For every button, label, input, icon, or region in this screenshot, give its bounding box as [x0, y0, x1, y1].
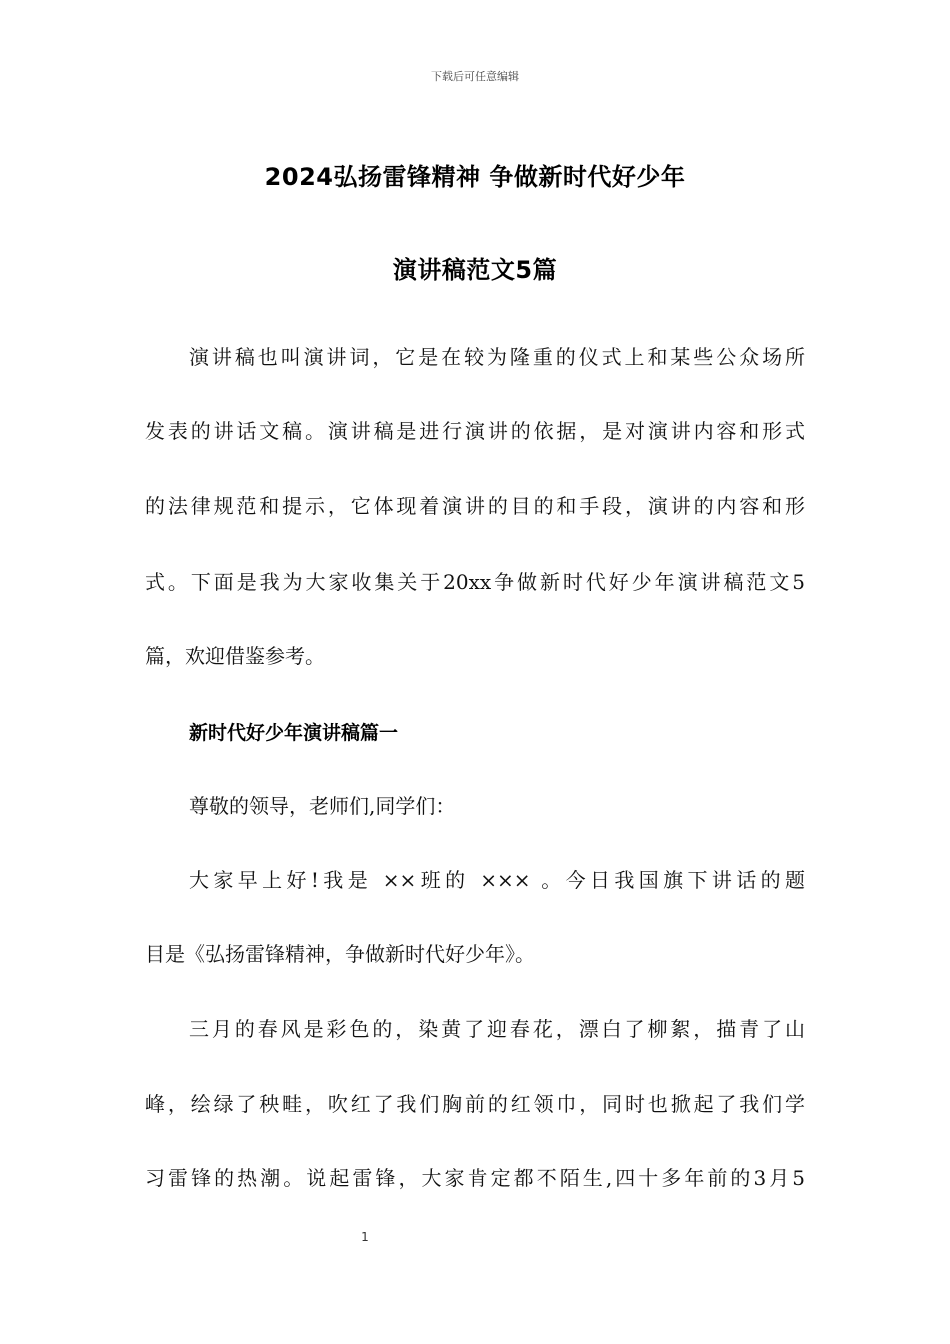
- greeting-line: 尊敬的领导，老师们,同学们：: [189, 794, 456, 818]
- intro-line-4: 式。下面是我为大家收集关于20xx争做新时代好少年演讲稿范文5: [145, 570, 805, 594]
- paragraph-2-line-3: 习雷锋的热潮。说起雷锋，大家肯定都不陌生,四十多年前的3月5: [145, 1166, 805, 1190]
- page-number: 1: [361, 1230, 369, 1244]
- paragraph-2-line-1: 三月的春风是彩色的，染黄了迎春花，漂白了柳絮，描青了山: [189, 1017, 805, 1041]
- intro-line-5: 篇，欢迎借鉴参考。: [145, 644, 325, 668]
- section-heading: 新时代好少年演讲稿篇一: [189, 722, 399, 744]
- intro-line-1: 演讲稿也叫演讲词，它是在较为隆重的仪式上和某些公众场所: [189, 345, 805, 369]
- header-note: 下载后可任意编辑: [431, 70, 519, 83]
- document-title-line-1: 2024弘扬雷锋精神 争做新时代好少年: [264, 163, 686, 191]
- paragraph-1-line-2: 目是《弘扬雷锋精神，争做新时代好少年》。: [145, 942, 535, 966]
- document-title-line-2: 演讲稿范文5篇: [392, 256, 558, 284]
- paragraph-2-line-2: 峰，绘绿了秧畦，吹红了我们胸前的红领巾，同时也掀起了我们学: [145, 1092, 805, 1116]
- paragraph-1-line-1: 大家早上好!我是 ××班的 ××× 。今日我国旗下讲话的题: [189, 868, 805, 892]
- intro-line-2: 发表的讲话文稿。演讲稿是进行演讲的依据，是对演讲内容和形式: [145, 419, 805, 443]
- intro-line-3: 的法律规范和提示，它体现着演讲的目的和手段，演讲的内容和形: [145, 494, 805, 518]
